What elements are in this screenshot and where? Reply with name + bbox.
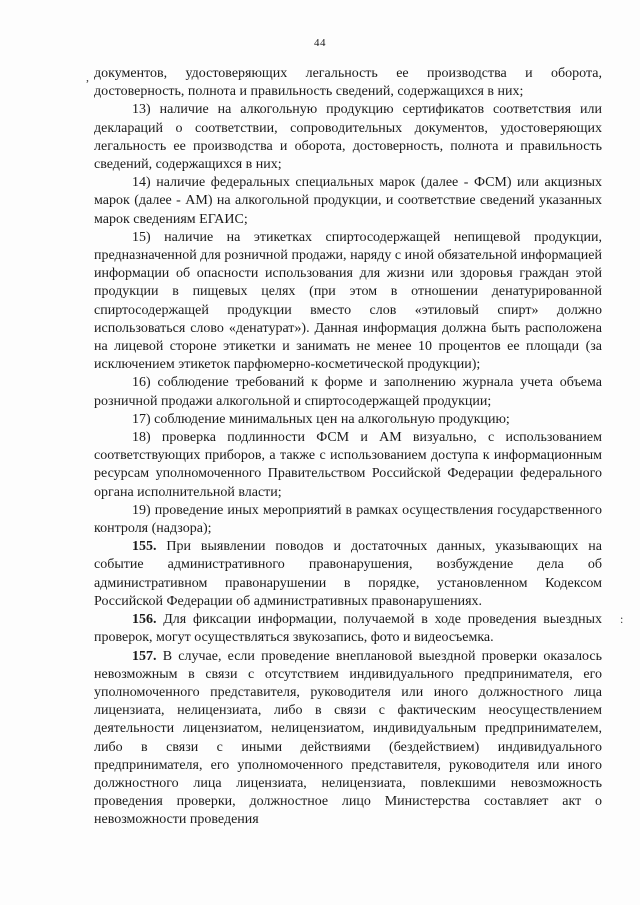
paragraph-item-18: 18) проверка подлинности ФСМ и АМ визуально, с использованием соответствующих приборов, а также с использованием доступа к информационным ресурсам уполномоченного Правительством Российской Федерации федерального органа исполнительной власти;: [94, 430, 602, 500]
paragraph-item-14: 14) наличие федеральных специальных марок (далее - ФСМ) или акцизных марок (далее - АМ) на алкогольной продукции, и соответствие сведений указанных марок сведениям ЕГАИС;: [94, 175, 602, 227]
paragraph-item-17: 17) соблюдение минимальных цен на алкогольную продукцию;: [132, 411, 510, 427]
paragraph-157: 157. В случае, если проведение внеплановой выездной проверки оказалось невозможным в связи с отсутствием индивидуального предпринимателя, его уполномоченного представителя, руководителя или иного должностного лица лицензиата, нелицензиата, либо в связи с фактическим неосуществлением деятельности лицензиатом, нелицензиатом, индивидуальным предпринимателем, либо в связи с иными действиями (бездействием) индивидуального предпринимателя, его уполномоченного представителя, руководителя или иного должностного лица лицензиата, нелицензиата, повлекшими невозможность проведения проверки, должностное лицо Министерства составляет акт о невозможности проведения: [94, 648, 602, 828]
paragraph-item-19: 19) проведение иных мероприятий в рамках осуществления государственного контроля (надзора);: [94, 502, 602, 537]
paragraph-number: 157.: [132, 648, 157, 664]
scan-artifact-mark: :: [620, 612, 624, 626]
page-number: 44: [314, 37, 326, 49]
scan-artifact-mark: ,: [86, 70, 89, 84]
document-body: [94, 65, 602, 830]
paragraph-item-16: 16) соблюдение требований к форме и заполнению журнала учета объема розничной продажи алкогольной и спиртосодержащей продукции;: [94, 375, 602, 409]
paragraph-155: 155. При выявлении поводов и достаточных данных, указывающих на событие административного правонарушения, возбуждение дела об административном правонарушении в порядке, установленном Кодексом Российской Федерации об административных правонарушениях.: [94, 539, 602, 609]
paragraph-156: 156. Для фиксации информации, получаемой в ходе проведения выездных проверок, могут осуществляться звукозапись, фото и видеосъемка.: [94, 612, 602, 646]
paragraph-number: 156.: [132, 612, 157, 628]
paragraph-item-13: 13) наличие на алкогольную продукцию сертификатов соответствия или деклараций о соответствии, сопроводительных документов, удостоверяющих легальность ее производства и оборота, достоверность, полнота и правильность сведений, содержащихся в них;: [94, 102, 602, 173]
paragraph-item-15: 15) наличие на этикетках спиртосодержащей непищевой продукции, предназначенной для розничной продажи, наряду с иной обязательной информацией информации об опасности использования для жизни или здоровья граждан этой продукции в пищевых целях (при этом в отношении денатурированной спиртосодержащей продукции вместо слов «этиловый спирт» должно использоваться слово «денатурат»). Данная информация должна быть расположена на лицевой стороне этикетки и занимать не менее 10 процентов ее площади (за исключением этикеток парфюмерно-косметической продукции);: [94, 229, 602, 373]
paragraph-continuation: документов, удостоверяющих легальность ее производства и оборота, достоверность, полнота и правильность сведений, содержащихся в них;: [94, 66, 602, 100]
paragraph-number: 155.: [132, 539, 157, 555]
